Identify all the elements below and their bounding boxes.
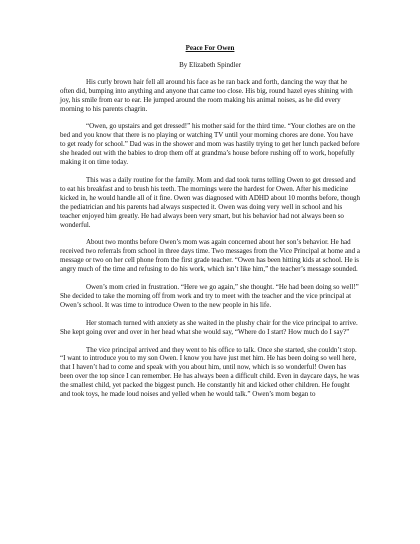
- paragraph-1: His curly brown hair fell all around his face as he ran back and forth, dancing the way that he often did, bumping into anything and anyone that came too close. His big, round hazel eyes shining with joy, his smile from ear to ear. He jumped around the room making his animal noises, as he did every morning to his parents chagrin.: [60, 77, 353, 113]
- document-page: [60, 44, 360, 408]
- paragraph-4: About two months before Owen’s mom was again concerned about her son’s behavior. He had received two referrals from school in three days time. Two messages from the Vice Principal at home and a message or two on her cell phone from the first grade teacher. “Owen has been hitting kids at school. He is angry much of the time and refusing to do his work, which isn’t like him,” the teacher’s message sounded.: [60, 238, 360, 274]
- paragraph-2: “Owen, go upstairs and get dressed!” his mother said for the third time. “Your clothes are on the bed and you know that there is no playing or watching TV until your morning chores are done. You have to get ready for school.” Dad was in the shower and mom was hastily trying to get her lunch packed before she headed out with the babies to drop them off at grandma’s house before rushing off to work, hopefully making it on time today.: [60, 122, 360, 167]
- paragraph-6: Her stomach turned with anxiety as she waited in the plushy chair for the vice principal to arrive. She kept going over and over in her head what she would say, “Where do I start? How much do I say?”: [60, 318, 358, 336]
- paragraph-3: This was a daily routine for the family. Mom and dad took turns telling Owen to get dressed and to eat his breakfast and to brush his teeth. The mornings were the hardest for Owen. After his medicine kicked in, he would handle all of it fine. Owen was diagnosed with ADHD about 10 months before, though the pediatrician and his parents had always suspected it. Owen was doing very well in school and his teacher enjoyed him greatly. He had always been very smart, but his behavior had not always been so wonderful.: [60, 175, 360, 229]
- paragraph-5: Owen’s mom cried in frustration. “Here we go again,” she thought. “He had been doing so well!” She decided to take the morning off from work and try to meet with the teacher and the vice principal at Owen’s school. It was time to introduce Owen to the new people in his life.: [60, 283, 359, 309]
- document-title: Peace For Owen: [185, 44, 235, 52]
- document-byline: By Elizabeth Spindler: [179, 60, 241, 69]
- paragraph-7: The vice principal arrived and they went to his office to talk. Once she started, she couldn’t stop. “I want to introduce you to my son Owen. I know you have just met him. He has been doing so well here, that I haven’t had to come and speak with you about him, until now, which is so wonderful! Owen has been over the top since I can remember. He has always been a difficult child. Even in daycare days, he was the smallest child, yet packed the biggest punch. He constantly hit and kicked other children. He fought and took toys, he made loud noises and yelled when he would talk.” Owen’s mom began to: [60, 345, 360, 399]
